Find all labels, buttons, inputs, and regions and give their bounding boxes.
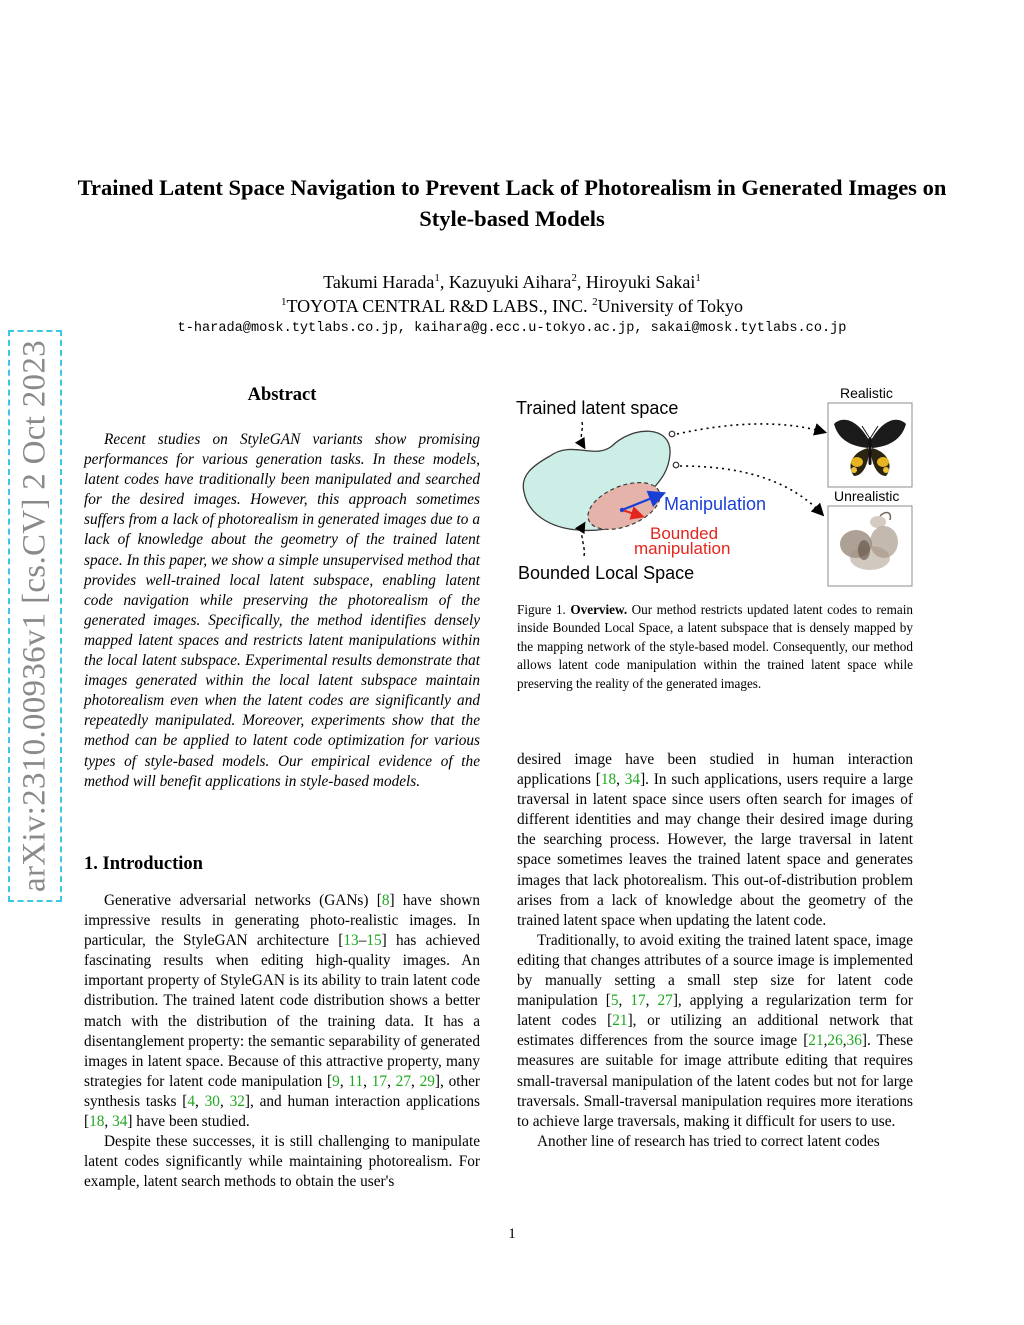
arxiv-stamp bbox=[8, 330, 62, 902]
citation-link[interactable]: 32 bbox=[229, 1092, 245, 1110]
citation-link[interactable]: 21 bbox=[808, 1032, 824, 1050]
paragraph: Generative adversarial networks (GANs) [8] have shown impressive results in generating photo-realistic images. In particular, the StyleGAN architecture [13–15] has achieved fascinating results when editing high-quality images. An important property of StyleGAN is its ability to train latent code distribution. The trained latent code distribution shows a better match with the distribution of the training data. It has a disentanglement property: the semantic separability of generated images in latent space. Because of this attractive property, many strategies for latent code manipulation [9, 11, 17, 27, 29], other synthesis tasks [4, 30, 32], and human interaction applications [18, 34] have been studied. bbox=[84, 892, 480, 1131]
citation-link[interactable]: 21 bbox=[612, 1012, 628, 1030]
citation-link[interactable]: 29 bbox=[419, 1072, 435, 1090]
text-run: ]. These measures are suitable for image attribute editing that requires small-traversal manipulation of the latent codes but not for large traversals. Small-traversal manipulation requires more iterations to achieve large traversals, making it difficult for users to use. bbox=[517, 1032, 913, 1130]
text-run: ] have been studied. bbox=[127, 1113, 250, 1131]
overview-diagram bbox=[512, 382, 920, 590]
abstract-text: Recent studies on StyleGAN variants show promising performances for various generation tasks. In these models, latent codes have traditionally been manipulated and searched for the desired images. However, this approach sometimes suffers from a lack of photorealism in generated images due to a lack of knowledge about the geometry of the trained latent space. In this paper, we show a simple unsupervised method that provides well-trained local latent subspace, enabling latent code navigation while preserving the photorealism of the generated images. Specifically, the method identifies densely mapped latent spaces and restricts latent manipulations within the local latent subspace. Experimental results demonstrate that images generated within the local latent subspace maintain photorealism even when the latent codes are significantly and repeatedly manipulated. Moreover, experiments show that the method can be applied to latent code optimization for various types of style-based models. Our empirical evidence of the method will benefit applications in style-based models. bbox=[84, 431, 480, 790]
citation-link[interactable]: 11 bbox=[348, 1072, 364, 1090]
figure-caption bbox=[517, 601, 913, 693]
caption-label: Figure 1. bbox=[517, 602, 566, 617]
figure-overview bbox=[512, 382, 920, 590]
citation-link[interactable]: 17 bbox=[371, 1072, 388, 1090]
text-run: desired image have been studied in human interaction applications [ bbox=[517, 751, 913, 789]
affiliation-mark: 1 bbox=[281, 296, 287, 308]
affiliation-mark: 1 bbox=[434, 272, 440, 284]
paragraph: Traditionally, to avoid exiting the trained latent space, image editing that changes attributes of a source image is implemented by manually setting a small step size for latent code manipulation [5, 17, 27], applying a regularization term for latent codes [21], or utilizing an additional network that estimates differences from the source image [21,26,36]. These measures are suitable for image attribute editing that requires small-traversal manipulation of the latent codes but not for large traversals. Small-traversal manipulation requires more iterations to achieve large traversals, making it difficult for users to use. bbox=[517, 931, 913, 1130]
author-block bbox=[60, 270, 964, 318]
citation-link[interactable]: 8 bbox=[381, 892, 390, 909]
text-run: ], applying a regularization term for latent codes [ bbox=[517, 992, 913, 1030]
latent-code-point bbox=[620, 508, 624, 512]
section-heading-introduction: 1. Introduction bbox=[84, 854, 203, 874]
text-run: Generative adversarial networks (GANs) [ bbox=[104, 892, 382, 909]
citation-link[interactable]: 13 bbox=[343, 932, 359, 950]
citation-link[interactable]: 27 bbox=[395, 1072, 411, 1090]
latent-point-realistic bbox=[669, 431, 675, 437]
affiliation-mark: 1 bbox=[695, 272, 701, 284]
author-name: Takumi Harada bbox=[323, 272, 435, 292]
affiliation: University of Tokyo bbox=[597, 296, 743, 316]
bounded-local-space-label: Bounded Local Space bbox=[518, 563, 695, 583]
manipulation-label: Manipulation bbox=[664, 494, 767, 514]
path-to-realistic bbox=[677, 424, 824, 434]
citation-link[interactable]: 27 bbox=[657, 992, 673, 1010]
citation-link[interactable]: 26 bbox=[827, 1032, 843, 1050]
citation-link[interactable]: 36 bbox=[846, 1032, 862, 1050]
paragraph: desired image have been studied in human interaction applications [18, 34]. In such applications, users require a large traversal in latent space since users often search for images of different identities and may change their desired image during the searching process. However, the large traversal in latent space sometimes leaves the trained latent space and generates images that lack photorealism. This out-of-distribution problem arises from a lack of knowledge about the geometry of the trained latent space when updating the latent code. bbox=[517, 751, 913, 929]
label-pointer bbox=[581, 422, 584, 447]
bounded-label-line2: manipulation bbox=[634, 539, 731, 558]
abstract-heading: Abstract bbox=[247, 385, 317, 405]
citation-link[interactable]: 5 bbox=[610, 992, 619, 1010]
paragraph: Despite these successes, it is still challenging to manipulate latent codes significantly while maintaining photorealism. For example, latent search methods to obtain the user's bbox=[84, 1133, 480, 1191]
introduction-body bbox=[84, 891, 480, 1192]
citation-link[interactable]: 18 bbox=[600, 771, 617, 789]
arxiv-id: arXiv:2310.00936v1 [cs.CV] 2 Oct 2023 bbox=[16, 340, 53, 892]
citation-link[interactable]: 17 bbox=[630, 992, 646, 1010]
realistic-label: Realistic bbox=[840, 385, 893, 401]
page-number: 1 bbox=[508, 1226, 516, 1242]
citation-link[interactable]: 34 bbox=[624, 771, 641, 789]
text-run: ], and human interaction applications [ bbox=[84, 1092, 480, 1131]
text-run: ] has achieved fascinating results when editing high-quality images. An important property of StyleGAN is its ability to train latent code distribution. The trained latent code distribution shows a better match with the distribution of the training data. It has a disentanglement property: the semantic separability of generated images in latent space. Because of this attractive property, many strategies for latent code manipulation [ bbox=[84, 932, 480, 1090]
unrealistic-label: Unrealistic bbox=[834, 488, 900, 504]
abstract-body bbox=[84, 430, 480, 792]
citation-link[interactable]: 15 bbox=[366, 932, 382, 950]
affiliation-mark: 2 bbox=[571, 272, 577, 284]
right-column-body bbox=[517, 750, 913, 1152]
citation-link[interactable]: 4 bbox=[187, 1092, 196, 1110]
author-name: Hiroyuki Sakai bbox=[585, 272, 696, 292]
text-run: ], or utilizing an additional network that estimates differences from the source image [ bbox=[517, 1012, 913, 1050]
paragraph: Another line of research has tried to correct latent codes bbox=[537, 1132, 880, 1150]
citation-link[interactable]: 18 bbox=[89, 1113, 105, 1131]
bounded-label-line1: Bounded bbox=[650, 524, 719, 543]
text-run: Traditionally, to avoid exiting the trained latent space, image editing that changes attributes of a source image is implemented by manually setting a small step size for latent code manipulation [ bbox=[517, 931, 913, 1010]
trained-latent-space-label: Trained latent space bbox=[516, 398, 679, 418]
text-run: – bbox=[358, 932, 367, 950]
caption-text: Our method restricts updated latent codes to remain inside Bounded Local Space, a latent subspace that is densely mapped by the mapping network of the style-based model. Consequently, our method allows latent code manipulation within the trained latent space while preserving the reality of the generated images. bbox=[517, 602, 913, 691]
text-run: ] have shown impressive results in generating photo-realistic images. In particular, the StyleGAN architecture [ bbox=[84, 892, 480, 950]
latent-point-unrealistic bbox=[673, 462, 679, 468]
author-emails: t-harada@mosk.tytlabs.co.jp, kaihara@g.ecc.u-tokyo.ac.jp, sakai@mosk.tytlabs.co.jp bbox=[177, 321, 847, 336]
text-run: ]. In such applications, users require a large traversal in latent space since users often search for images of different identities and may change their desired image during the searching process. However, the large traversal in latent space sometimes leaves the trained latent space and generates images that lack photorealism. This out-of-distribution problem arises from a lack of knowledge about the geometry of the trained latent space when updating the latent code. bbox=[517, 771, 913, 929]
paper-title: Trained Latent Space Navigation to Prevent Lack of Photorealism in Generated Images on Style-based Models bbox=[77, 175, 947, 231]
caption-title: Overview. bbox=[570, 602, 628, 617]
author-name: Kazuyuki Aihara bbox=[448, 272, 572, 292]
citation-link[interactable]: 34 bbox=[112, 1113, 128, 1131]
affiliation-line bbox=[60, 294, 964, 318]
affiliation-mark: 2 bbox=[592, 296, 598, 308]
affiliation: TOYOTA CENTRAL R&D LABS., INC. bbox=[286, 296, 588, 316]
author-line: Takumi Harada$^1$, Kazuyuki Aihara$^2$, Hiroyuki Sakai$^1$ bbox=[323, 272, 701, 292]
text-run: ], other synthesis tasks [ bbox=[84, 1072, 480, 1110]
citation-link[interactable]: 30 bbox=[204, 1092, 220, 1110]
citation-link[interactable]: 9 bbox=[332, 1072, 340, 1090]
